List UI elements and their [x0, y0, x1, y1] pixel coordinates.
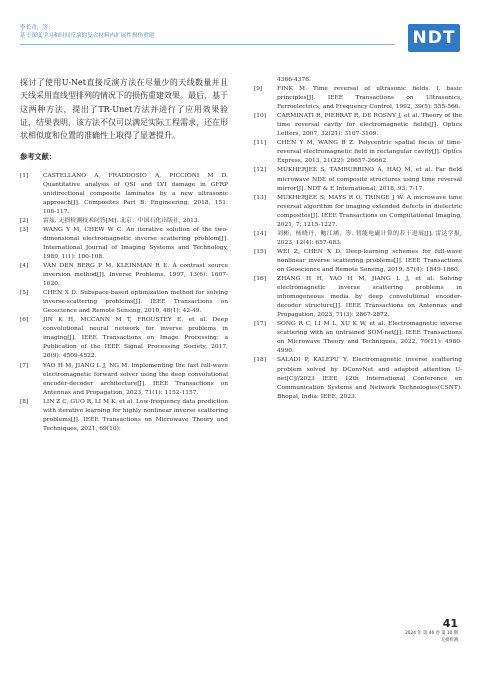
reference-item: [254, 166, 462, 193]
reference-number: [5]: [20, 290, 29, 297]
reference-item: [20, 172, 228, 217]
reference-text: 雷兹. 无损检测技术问答[M]. 北京：中国石化出版社, 2013.: [43, 217, 200, 224]
reference-text: MUKHERJEE S, TAMBURRINO A, HAQ M, et al. Far field microwave NDE of composite structures using time reversal mirror[J]. NDT & E International, 2018, 93: 7-17.: [277, 167, 462, 192]
reference-text: CARMINATI R, PIERRAT R, DE ROSNY J, et al. Theory of the time reversal cavity for electromagnetic fields[J]. Optics Letters, 2007, 32(21): 3107-3109.: [277, 113, 462, 138]
page-header: [20, 24, 460, 64]
reference-item: [254, 139, 462, 166]
page-footer: [405, 618, 458, 644]
reference-text: CHEN Y M, WANG B Z. Polycentric spatial focus of time-reversal electromagnetic field in rectangular cavity[J]. Optics Express, 2013, 21(22): 26657-26662.: [277, 140, 462, 165]
reference-text: WEI Z, CHEN X D. Deep-learning schemes for full-wave nonlinear inverse scattering problems[J]. IEEE Transactions on Geoscience and Remote Sensing, 2019, 57(4): 1849-1860.: [277, 248, 462, 273]
reference-item: [254, 248, 462, 275]
reference-item: [254, 356, 462, 401]
reference-text: 4366-4376.: [277, 77, 311, 83]
journal-logo: NDT: [408, 24, 460, 52]
reference-number: [4]: [20, 263, 29, 269]
reference-item: [20, 362, 228, 398]
reference-item: [254, 194, 462, 230]
reference-item: [20, 398, 228, 434]
reference-text: CHEN X D. Subspace-based optimization method for solving inverse-scattering problems[J]. IEEE Transactions on Geoscience and Remote Sensing, 2010, 48(1): 42-49.: [43, 290, 228, 315]
body-paragraph: 探讨了使用U-Net直接反演方法在尽量少的天线数量并且天线采用直线型排列的情况下的损伤重建效果。最后，基于这两种方法，提出了TR-Unet方法并进行了应用效果验证，结果表明，该方法不仅可以满足实际工程需求，还在形状相似度和位置的准确性上取得了显著提升。: [20, 78, 228, 141]
reference-number: [13]: [254, 194, 267, 201]
references-list-right: [254, 76, 462, 402]
reference-number: [8]: [20, 398, 29, 405]
reference-text: 刘彬，杨晓丹，鲍江涵，等. 智能电磁计算的若干进展[J]. 雷达学报, 2023, 12(4): 657-683.: [277, 230, 462, 246]
reference-number: [6]: [20, 317, 29, 324]
reference-item: [254, 85, 462, 112]
reference-item: [20, 217, 228, 226]
reference-item: [254, 275, 462, 320]
reference-item: [254, 230, 462, 248]
reference-text: YAO H M, JIANG L J, NG M. Implementing the fast full-wave electromagnetic forward solver using the deep convolutional encoder-decoder architecture[J]. IEEE Transactions on Antennas and Propagation, 2023, 71(1): 1152-1157.: [43, 362, 228, 396]
reference-item: [20, 262, 228, 289]
reference-number: [17]: [254, 321, 267, 328]
reference-number: [18]: [254, 357, 267, 364]
reference-number: [12]: [254, 167, 267, 174]
journal-name: 无损检测: [440, 638, 458, 643]
reference-text: FINK M. Time reversal of ultrasonic fields. I. basic principles[J]. IEEE Transactions on Ultrasonics, Ferroelectrics, and Frequency Control, 1992, 39(5): 555-566.: [277, 86, 462, 111]
reference-item: [20, 289, 228, 316]
reference-number: [3]: [20, 226, 29, 233]
reference-number: [15]: [254, 248, 267, 255]
reference-number: [2]: [20, 217, 29, 224]
issue-info: 2024 年 第 46 卷 第 10 期: [405, 631, 458, 636]
reference-item: [254, 76, 462, 85]
reference-text: WANG Y M, CHEW W C. An iterative solution of the two-dimensional electromagnetic inverse scattering problem[J]. International Journal of Imaging Systems and Technology, 1989, 1(1): 100-108.: [43, 226, 228, 260]
references-heading: 参考文献：: [20, 152, 56, 162]
reference-number: [16]: [254, 276, 267, 283]
reference-number: [9]: [254, 86, 263, 93]
reference-item: [20, 226, 228, 262]
reference-number: [1]: [20, 172, 29, 179]
reference-text: ZHANG H H, YAO H M, JIANG L J, et al. Solving electromagnetic inverse scattering problems in inhomogeneous media by deep convolutional encoder-decoder structure[J]. IEEE Transactions on Antennas and Propagation, 2023, 71(3): 2867-2872.: [277, 276, 462, 319]
header-authors: 李长青，等：: [20, 25, 54, 31]
page-number: 41: [442, 617, 458, 630]
header-title: 基于深度学习和时间反演的复合材料内扩展性损伤重建: [20, 33, 155, 39]
reference-number: [10]: [254, 113, 267, 120]
reference-number: [7]: [20, 362, 29, 369]
reference-text: JIN K H, MCCANN M T, FROUSTEY E, et al. Deep convolutional neural network for inverse problems in imaging[J]. IEEE Transactions on Image Processing: a Publication of the IEEE Signal Processing Society, 2017, 26(9): 4509-4522.: [43, 317, 228, 360]
reference-item: [254, 112, 462, 139]
reference-text: MUKHERJEE S, MAYS R O, TRINGE J W. A microwave time reversal algorithm for imaging extended defects in dielectric composites[J]. IEEE Transactions on Computational Imaging, 2021, 7: 1215-1227.: [277, 194, 462, 228]
right-column: [254, 76, 462, 402]
reference-text: SALADI P, KALEPU Y. Electromagnetic inverse scattering problem solved by DConvNet and adapted attention U-net[C]//2023 IEEE 12th International Conference on Communication Systems and Network Technologies(CSNT). Bhopal, India: IEEE, 2023.: [277, 357, 462, 400]
left-column: [20, 76, 228, 434]
header-rule: [20, 44, 395, 45]
reference-text: CASTELLANO A, FRADDOSIO A, PICCIONI M D. Quantitative analysis of QSI and LVI damage in GFRP unidirectional composite laminates by a new ultrasonic approach[J]. Composites Part B: Engineering, 2018, 151: 106-117.: [43, 172, 228, 215]
reference-text: LIN Z C, GUO R, LI M K, et al. Low-frequency data prediction with iterative learning for highly nonlinear inverse scattering problems[J]. IEEE Transactions on Microwave Theory and Techniques, 2021, 69(10):: [43, 398, 228, 432]
reference-number: [14]: [254, 230, 267, 237]
reference-text: SONG R C, LI M L, XU K W, et al. Electromagnetic inverse scattering with an untrained SOM-net[J]. IEEE Transactions on Microwave Theory and Techniques, 2022, 70(11): 4980-4990.: [277, 321, 462, 355]
reference-number: [11]: [254, 140, 267, 147]
references-list-left: [20, 172, 228, 434]
reference-item: [20, 316, 228, 361]
reference-item: [254, 320, 462, 356]
reference-text: VAN DEN BERG P M, KLEINMAN R E. A contrast source inversion method[J]. Inverse Problems, 1997, 13(6): 1607-1620.: [43, 263, 228, 288]
